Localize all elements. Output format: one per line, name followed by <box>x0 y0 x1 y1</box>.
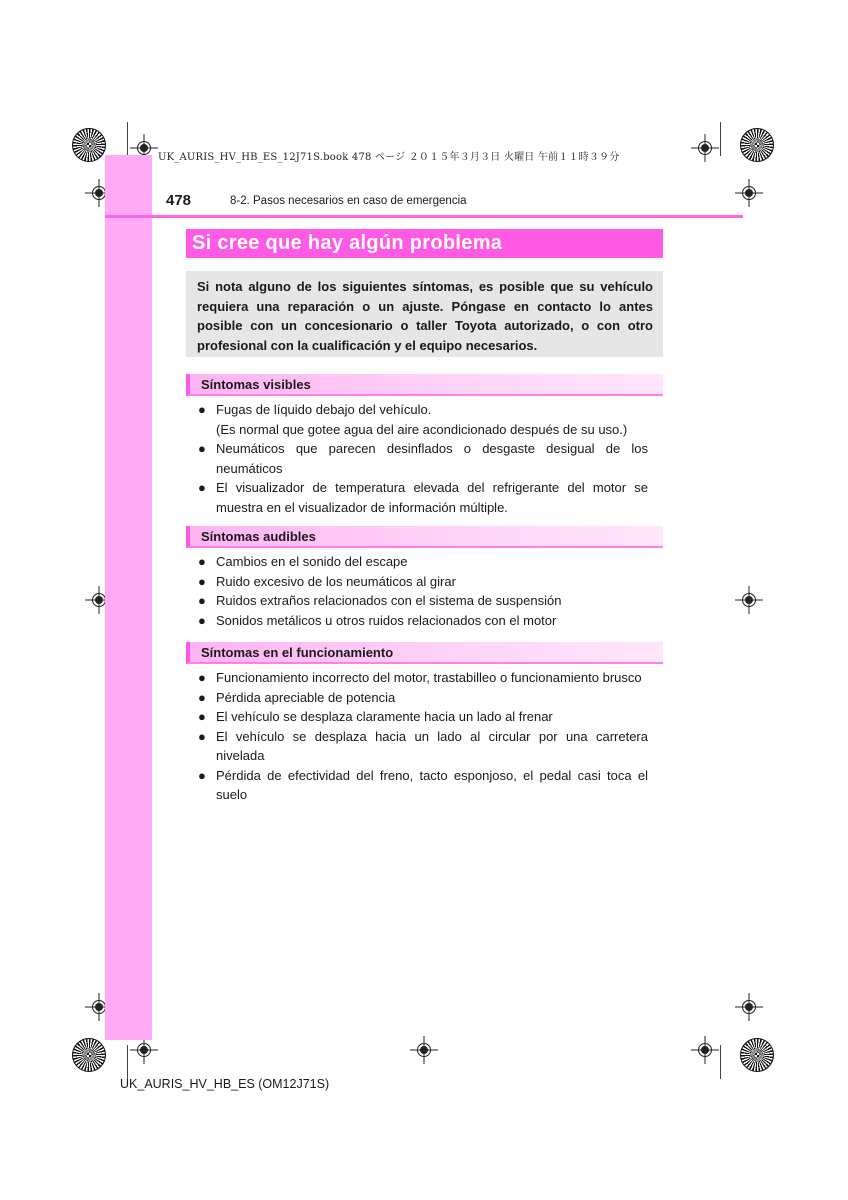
list-item-text: Neumáticos que parecen desinflados o desgaste desigual de los neumáticos <box>216 441 648 476</box>
bullet-icon: ● <box>198 554 206 569</box>
symptom-list-audible <box>198 552 648 630</box>
page-title: Si cree que hay algún problema <box>186 229 663 258</box>
list-item-text: El visualizador de temperatura elevada del refrigerante del motor se muestra en el visualizador de información múltiple. <box>216 480 648 515</box>
crosshair-mark <box>137 1043 151 1057</box>
list-item <box>198 552 648 572</box>
list-item <box>198 572 648 592</box>
running-section-title: 8-2. Pasos necesarios en caso de emergencia <box>230 195 467 207</box>
header-rule <box>105 215 743 218</box>
list-item-text: Fugas de líquido debajo del vehículo. (Es normal que gotee agua del aire acondicionado después de su uso.) <box>216 402 628 437</box>
registration-starburst-bottom-right <box>740 1038 774 1072</box>
bullet-icon: ● <box>198 573 206 589</box>
list-item <box>198 766 648 805</box>
page-number: 478 <box>166 192 192 209</box>
list-item <box>198 707 648 727</box>
crop-line <box>720 122 721 156</box>
crop-line <box>720 1045 721 1079</box>
crosshair-mark <box>742 1000 756 1014</box>
crosshair-mark <box>92 186 106 200</box>
bullet-icon: ● <box>198 612 206 628</box>
list-item-text: Ruidos extraños relacionados con el sistema de suspensión <box>216 593 562 608</box>
crosshair-mark <box>742 593 756 607</box>
list-item <box>198 727 648 766</box>
list-item-text: Pérdida de efectividad del freno, tacto esponjoso, el pedal casi toca el suelo <box>216 767 648 802</box>
bullet-icon: ● <box>198 728 206 744</box>
list-item <box>198 478 648 517</box>
bullet-icon: ● <box>198 593 206 608</box>
list-item <box>198 400 648 439</box>
symptom-list-operation <box>198 668 648 805</box>
list-item <box>198 591 648 611</box>
intro-box: Si nota alguno de los siguientes síntomas, es posible que su vehículo requiera una reparación o un ajuste. Póngase en contacto lo antes posible con un concesionario o taller Toyota autorizado, o con otro profesional con la cualificación y el equipo necesarios. <box>186 271 663 357</box>
crosshair-mark <box>92 593 106 607</box>
list-item-text: El vehículo se desplaza claramente hacia un lado al frenar <box>216 709 553 724</box>
bullet-icon: ● <box>198 480 206 495</box>
list-item <box>198 439 648 478</box>
book-print-header: UK_AURIS_HV_HB_ES_12J71S.book 478 ページ ２０１５年３月３日 火曜日 午前１１時３９分 <box>158 152 620 163</box>
crosshair-mark <box>698 141 712 155</box>
crosshair-mark <box>698 1043 712 1057</box>
list-item-text: Pérdida apreciable de potencia <box>216 689 396 705</box>
bullet-icon: ● <box>198 689 206 705</box>
symptom-list-visible <box>198 400 648 517</box>
crop-line <box>127 122 128 156</box>
bullet-icon: ● <box>198 767 206 783</box>
crosshair-mark <box>137 141 151 155</box>
crosshair-mark <box>92 1000 106 1014</box>
list-item <box>198 611 648 631</box>
bullet-icon: ● <box>198 670 206 685</box>
list-item <box>198 668 648 688</box>
registration-starburst-top-left <box>72 128 106 162</box>
list-item-text: El vehículo se desplaza hacia un lado al circular por una carretera nivelada <box>216 728 648 763</box>
section-heading-visible: Síntomas visibles <box>186 374 663 396</box>
crop-line <box>127 1045 128 1079</box>
list-item-text: Ruido excesivo de los neumáticos al girar <box>216 573 456 589</box>
section-heading-audible: Síntomas audibles <box>186 526 663 548</box>
crosshair-mark <box>417 1043 431 1057</box>
list-item-text: Sonidos metálicos u otros ruidos relacionados con el motor <box>216 612 557 628</box>
list-item-text: Funcionamiento incorrecto del motor, trastabilleo o funcionamiento brusco <box>216 670 642 685</box>
list-item <box>198 688 648 708</box>
section-heading-operation: Síntomas en el funcionamiento <box>186 642 663 664</box>
bullet-icon: ● <box>198 709 206 724</box>
crosshair-mark <box>742 186 756 200</box>
registration-starburst-top-right <box>740 128 774 162</box>
list-item-text: Cambios en el sonido del escape <box>216 554 408 569</box>
registration-starburst-bottom-left <box>72 1038 106 1072</box>
side-color-bar <box>105 155 152 1040</box>
bullet-icon: ● <box>198 402 206 417</box>
footer-code: UK_AURIS_HV_HB_ES (OM12J71S) <box>120 1077 330 1091</box>
bullet-icon: ● <box>198 441 206 456</box>
